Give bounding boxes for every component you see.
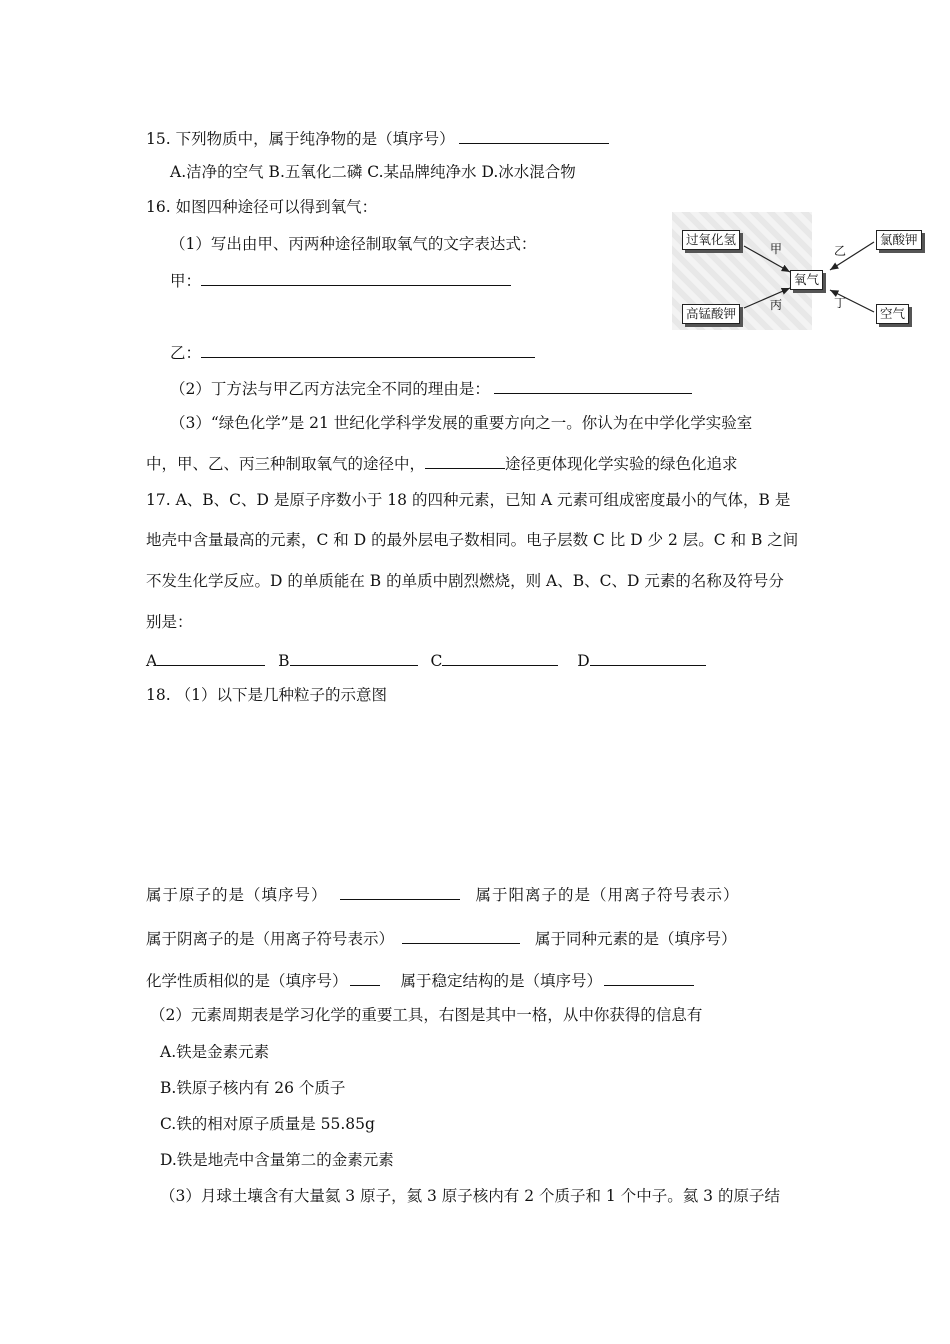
q18-row2: 属于阴离子的是（用离子符号表示） 属于同种元素的是（填序号） [146, 930, 737, 948]
q16-part2: （2）丁方法与甲乙丙方法完全不同的理由是： [170, 378, 692, 399]
q18-atom-blank[interactable] [340, 884, 460, 900]
q17-line4: 别是： [146, 613, 193, 631]
q16-part2-blank[interactable] [494, 378, 692, 394]
q18-part3: （3）月球土壤含有大量氦 3 原子，氦 3 原子核内有 2 个质子和 1 个中子。氦 3 的原子结 [160, 1187, 780, 1205]
h2o2-box: 过氧化氢 [682, 230, 740, 250]
q16-jia-blank[interactable] [201, 270, 511, 286]
label-jia: 甲 [770, 242, 783, 256]
q18-stem: 18. （1）以下是几种粒子的示意图 [146, 686, 387, 704]
q18-option-d: D.铁是地壳中含量第二的金素元素 [160, 1151, 394, 1169]
label-ding: 丁 [834, 296, 847, 310]
q17-d-blank[interactable] [590, 650, 706, 666]
q16-part3-blank[interactable] [425, 453, 505, 469]
q18-option-c: C.铁的相对原子质量是 55.85g [160, 1115, 375, 1133]
q15-answer-blank[interactable] [459, 128, 609, 144]
q16-jia-line: 甲： [170, 270, 511, 291]
q17-line1: 17. A、B、C、D 是原子序数小于 18 的四种元素，已知 A 元素可组成密度最小的气体，B 是 [146, 491, 791, 509]
q17-line2: 地壳中含量最高的元素，C 和 D 的最外层电子数相同。电子层数 C 比 D 少 2 层。C 和 B 之间 [146, 531, 799, 549]
q15-stem: 15. 下列物质中，属于纯净物的是（填序号） [146, 128, 609, 149]
q18-option-b: B.铁原子核内有 26 个质子 [160, 1079, 346, 1097]
oxygen-box: 氧气 [790, 270, 823, 290]
q16-part1: （1）写出由甲、丙两种途径制取氧气的文字表达式： [170, 235, 537, 253]
q16-part3-line1: （3）“绿色化学”是 21 世纪化学科学发展的重要方向之一。你认为在中学化学实验室 [170, 414, 753, 432]
q18-part2: （2）元素周期表是学习化学的重要工具，右图是其中一格，从中你获得的信息有 [150, 1006, 703, 1024]
air-box: 空气 [876, 304, 909, 324]
q16-yi-blank[interactable] [201, 342, 535, 358]
q18-option-a: A.铁是金素元素 [160, 1043, 270, 1061]
q18-anion-blank[interactable] [402, 928, 520, 944]
q16-stem: 16. 如图四种途径可以得到氧气： [146, 198, 378, 216]
q17-line3: 不发生化学反应。D 的单质能在 B 的单质中剧烈燃烧，则 A、B、C、D 元素的名称及符号分 [146, 572, 784, 590]
q16-part3-line2: 中，甲、乙、丙三种制取氧气的途径中， 途径更体现化学实验的绿色化追求 [146, 455, 738, 473]
q15-options: A.洁净的空气 B.五氧化二磷 C.某品牌纯净水 D.冰水混合物 [170, 163, 576, 181]
kclo3-box: 氯酸钾 [876, 230, 922, 250]
q18-row3: 化学性质相似的是（填序号） 属于稳定结构的是（填序号） [146, 970, 694, 991]
q18-row1: 属于原子的是（填序号） 属于阳离子的是（用离子符号表示） [146, 886, 740, 904]
oxygen-pathway-diagram [672, 212, 930, 332]
kmno4-box: 高锰酸钾 [682, 304, 740, 324]
q17-b-blank[interactable] [290, 650, 418, 666]
q16-yi-line: 乙： [170, 342, 535, 363]
q17-a-blank[interactable] [157, 650, 265, 666]
q18-similar-blank[interactable] [350, 970, 380, 986]
q18-stable-blank[interactable] [604, 970, 694, 986]
label-yi: 乙 [834, 244, 847, 258]
q17-answers: A B C D [146, 650, 706, 671]
q17-c-blank[interactable] [442, 650, 558, 666]
label-bing: 丙 [770, 298, 783, 312]
